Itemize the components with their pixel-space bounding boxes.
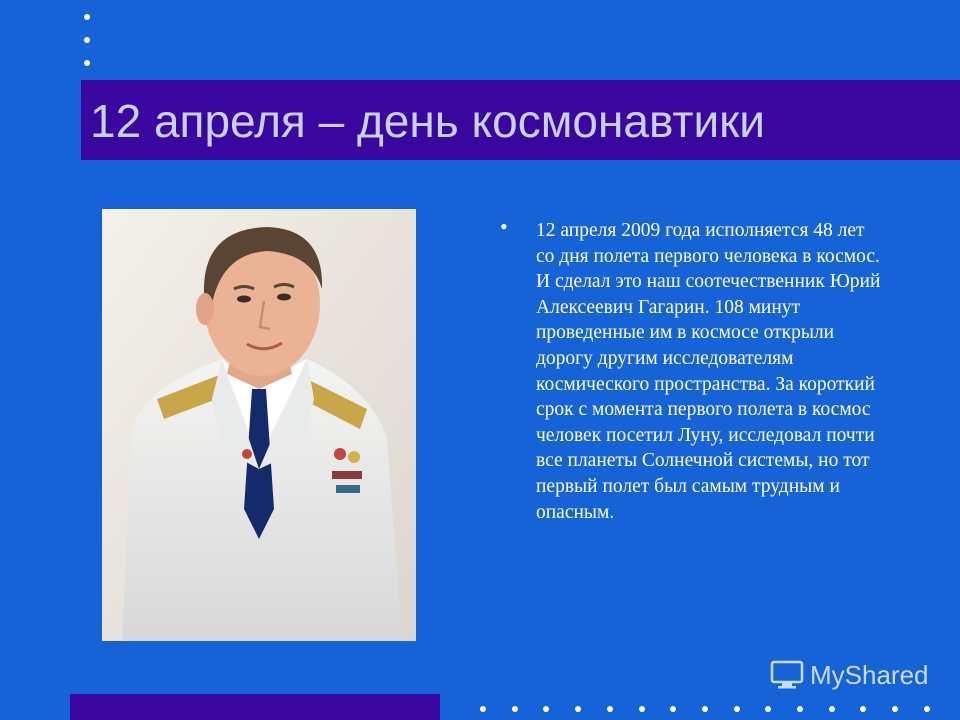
decor-dot <box>797 706 803 712</box>
monitor-logo-icon <box>770 660 804 690</box>
decor-dot <box>924 706 930 712</box>
decor-dot <box>892 706 898 712</box>
decor-dot <box>734 706 740 712</box>
decor-dot <box>702 706 708 712</box>
watermark <box>770 656 929 694</box>
decor-dot <box>84 14 90 20</box>
portrait-photo <box>102 209 416 641</box>
watermark-text: MyShared <box>810 659 929 690</box>
slide-title: 12 апреля – день космонавтики <box>90 95 765 147</box>
decor-dot <box>765 706 771 712</box>
decor-dot <box>860 706 866 712</box>
decor-dot <box>84 60 90 66</box>
decor-dot <box>607 706 613 712</box>
decor-dot <box>575 706 581 712</box>
decor-dot <box>84 37 90 43</box>
decor-dot <box>512 706 518 712</box>
bottom-band <box>70 694 440 720</box>
decor-dot <box>639 706 645 712</box>
decor-dot <box>543 706 549 712</box>
decor-dot <box>480 706 486 712</box>
decor-dot <box>670 706 676 712</box>
bullet-marker: • <box>500 214 508 239</box>
decor-dot <box>829 706 835 712</box>
bullet-text: 12 апреля 2009 года исполняется 48 лет со дня полета первого человека в космос. И сделал это наш соотечественник Юрий Алексеевич Гагарин. 108 минут проведенные им в космосе открыли дорогу другим исследователям космического пространства. За короткий срок с момента первого полета в космос человек посетил Луну, исследовал почти все планеты Солнечной системы, но тот первый полет был самым трудным и опасным. <box>536 220 881 523</box>
portrait-illustration <box>102 209 416 641</box>
